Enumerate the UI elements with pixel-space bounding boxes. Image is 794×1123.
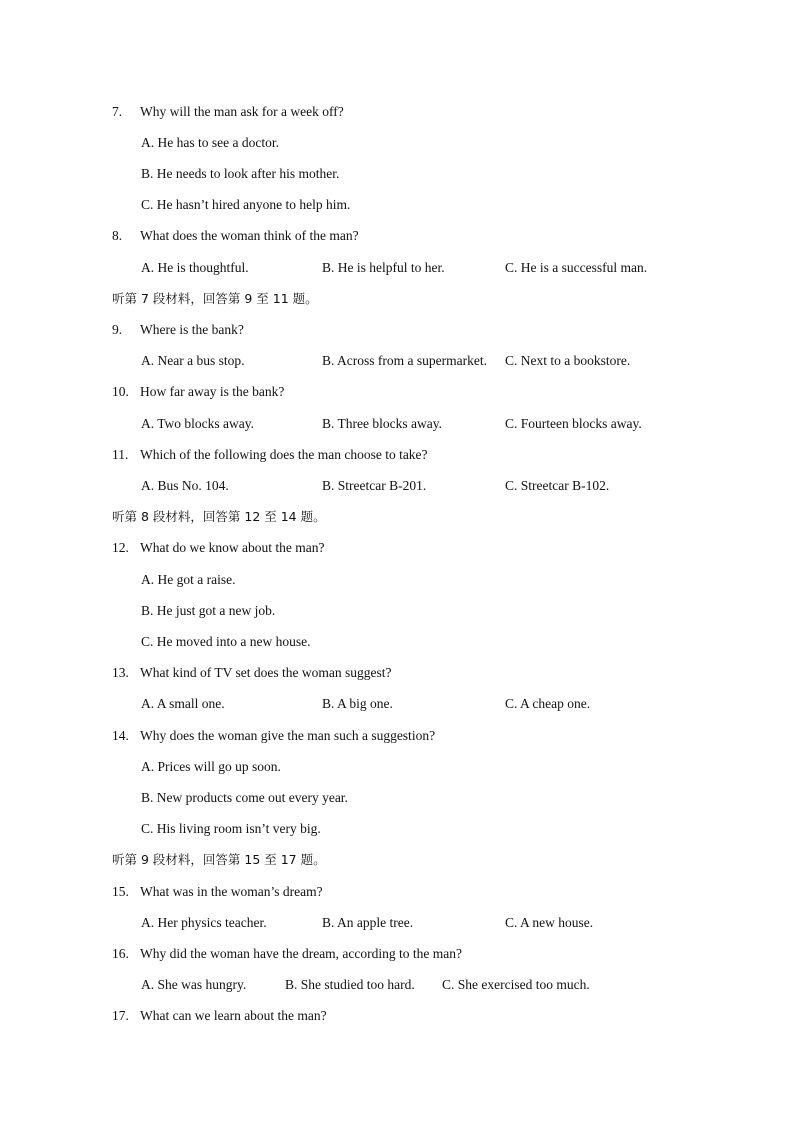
question-10 (0, 382, 794, 402)
section-8-instruction: 听第 8 段材料，回答第 12 至 14 题。 (112, 509, 326, 524)
option-a: A. He got a raise. (141, 572, 236, 587)
option-b: B. An apple tree. (322, 915, 414, 930)
question-13 (0, 663, 794, 683)
option-c: C. Next to a bookstore. (505, 353, 631, 368)
option-row (0, 414, 794, 434)
option-a: A. She was hungry. (141, 977, 247, 992)
option-a: A. Two blocks away. (141, 416, 255, 431)
option-row (0, 694, 794, 714)
option-row (0, 570, 794, 590)
option-row (0, 913, 794, 933)
question-8 (0, 226, 794, 246)
question-text: Why will the man ask for a week off? (140, 104, 344, 119)
option-row (0, 632, 794, 652)
option-row (0, 601, 794, 621)
option-b: B. He just got a new job. (141, 603, 276, 618)
option-b: B. A big one. (322, 696, 393, 711)
option-row (0, 258, 794, 278)
option-row (0, 788, 794, 808)
option-b: B. He is helpful to her. (322, 260, 445, 275)
question-text: What was in the woman’s dream? (140, 884, 323, 899)
option-a: A. He is thoughtful. (141, 260, 249, 275)
option-b: B. He needs to look after his mother. (141, 166, 340, 181)
question-11 (0, 445, 794, 465)
option-b: B. Streetcar B-201. (322, 478, 427, 493)
section-heading (0, 289, 794, 309)
section-heading (0, 850, 794, 870)
option-c: C. He hasn’t hired anyone to help him. (141, 197, 351, 212)
option-a: A. He has to see a doctor. (141, 135, 279, 150)
option-c: C. Streetcar B-102. (505, 478, 610, 493)
option-row (0, 819, 794, 839)
question-number: 13. (112, 665, 129, 680)
question-12 (0, 538, 794, 558)
question-7 (0, 102, 794, 122)
question-text: Where is the bank? (140, 322, 244, 337)
option-c: C. He is a successful man. (505, 260, 648, 275)
option-b: B. Across from a supermarket. (322, 353, 487, 368)
section-7-instruction: 听第 7 段材料，回答第 9 至 11 题。 (112, 291, 318, 306)
section-heading (0, 507, 794, 527)
option-row (0, 195, 794, 215)
question-15 (0, 882, 794, 902)
question-text: What kind of TV set does the woman suggest? (140, 665, 392, 680)
question-text: How far away is the bank? (140, 384, 285, 399)
question-14 (0, 726, 794, 746)
option-c: C. A cheap one. (505, 696, 591, 711)
question-number: 10. (112, 384, 129, 399)
question-text: What can we learn about the man? (140, 1008, 327, 1023)
question-number: 14. (112, 728, 129, 743)
option-a: A. Her physics teacher. (141, 915, 267, 930)
option-a: A. Near a bus stop. (141, 353, 245, 368)
question-number: 7. (112, 104, 123, 119)
option-a: A. Bus No. 104. (141, 478, 229, 493)
option-c: C. A new house. (505, 915, 594, 930)
option-row (0, 975, 794, 995)
question-number: 12. (112, 540, 129, 555)
question-text: Why does the woman give the man such a suggestion? (140, 728, 436, 743)
question-number: 15. (112, 884, 129, 899)
option-c: C. He moved into a new house. (141, 634, 311, 649)
question-text: What do we know about the man? (140, 540, 325, 555)
question-number: 8. (112, 228, 123, 243)
question-number: 9. (112, 322, 123, 337)
option-row (0, 476, 794, 496)
question-16 (0, 944, 794, 964)
question-text: Why did the woman have the dream, according to the man? (140, 946, 463, 961)
option-a: A. Prices will go up soon. (141, 759, 281, 774)
question-number: 16. (112, 946, 129, 961)
option-b: B. Three blocks away. (322, 416, 442, 431)
question-number: 11. (112, 447, 129, 462)
option-row (0, 133, 794, 153)
option-row (0, 164, 794, 184)
option-row (0, 351, 794, 371)
option-b: B. She studied too hard. (285, 977, 415, 992)
section-9-instruction: 听第 9 段材料，回答第 15 至 17 题。 (112, 852, 326, 867)
question-text: Which of the following does the man choose to take? (140, 447, 428, 462)
question-9 (0, 320, 794, 340)
option-a: A. A small one. (141, 696, 225, 711)
option-b: B. New products come out every year. (141, 790, 348, 805)
question-number: 17. (112, 1008, 129, 1023)
question-17 (0, 1006, 794, 1026)
option-row (0, 757, 794, 777)
option-c: C. His living room isn’t very big. (141, 821, 321, 836)
option-c: C. She exercised too much. (442, 977, 590, 992)
question-text: What does the woman think of the man? (140, 228, 359, 243)
option-c: C. Fourteen blocks away. (505, 416, 642, 431)
